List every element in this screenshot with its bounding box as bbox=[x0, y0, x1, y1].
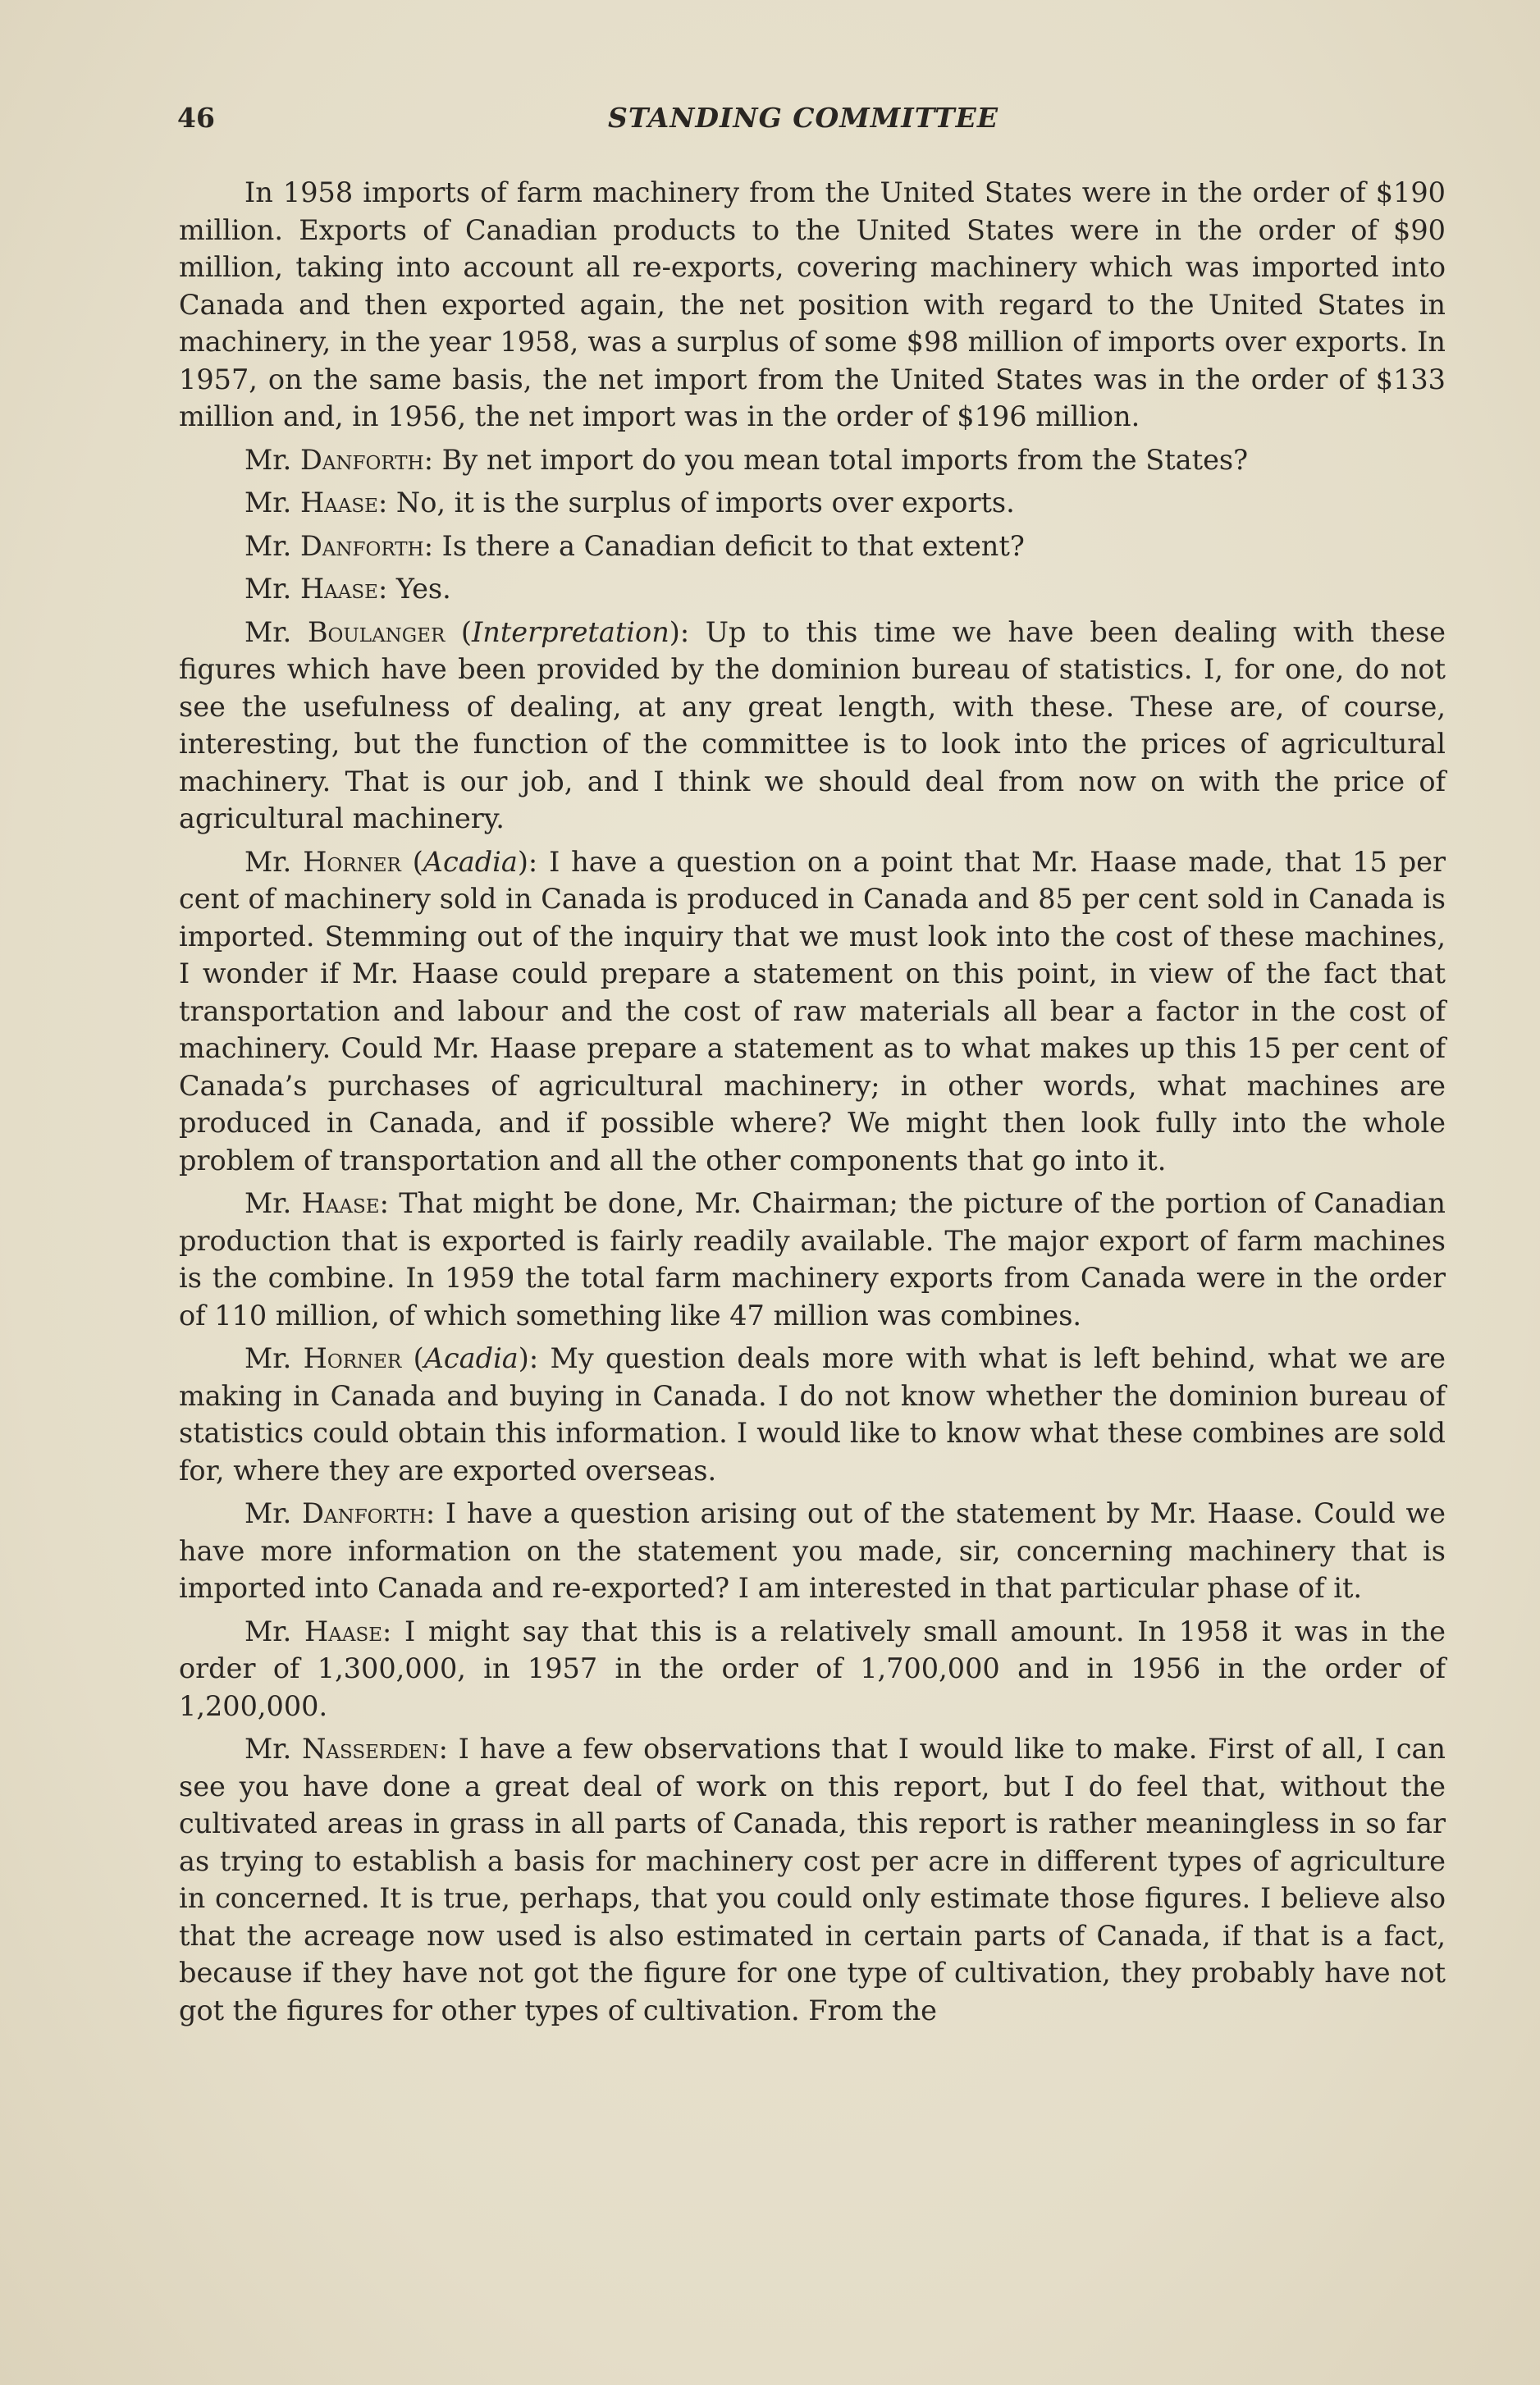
speaker-name: Haase bbox=[301, 1187, 380, 1219]
paragraph: Mr. Horner (Acadia): I have a question on a point that Mr. Haase made, that 15 per cent of machinery sold in Canada is produced in Canada and 85 per cent sold in Canada is imported. Stemming out of the inquiry that we must look into the cost of these machines, I wonder if Mr. Haase could prepare a statement on this point, in view of the fact that transportation and labour and the cost of raw materials all bear a factor in the cost of machinery. Could Mr. Haase prepare a statement as to what makes up this 15 per cent of Canada’s purchases of agricultural machinery; in other words, what machines are produced in Canada, and if possible where? We might then look fully into the whole problem of transportation and all the other components that go into it. bbox=[179, 845, 1446, 1177]
paragraph: Mr. Haase: I might say that this is a relatively small amount. In 1958 it was in the order of 1,300,000, in 1957 in the order of 1,700,000 and in 1956 in the order of 1,200,000. bbox=[179, 1615, 1446, 1722]
paragraph-text: Up to this time we have been dealing with these figures which have been provided by the dominion bureau of statistics. I, for one, do not see the usefulness of dealing, at any great length, with these. These are, of course, interesting, but the function of the committee is to look into the prices of agricultural machinery. That is our job, and I think we should deal from now on with the price of agricultural machinery. bbox=[179, 615, 1446, 834]
paragraph: Mr. Haase: No, it is the surplus of imports over exports. bbox=[244, 487, 1015, 519]
paragraph-text: I have a few observations that I would like to make. First of all, I can see you have done a great deal of work on this report, but I do feel that, without the cultivated areas in grass in all parts of Canada, this report is rather meaningless in so far as trying to establish a basis for machinery cost per acre in different types of agriculture in concerned. It is true, perhaps, that you could only estimate those figures. I believe also that the acreage now used is also estimated in certain parts of Canada, if that is a fact, because if they have not got the figure for one type of cultivation, they probably have not got the figures for other types of cultivation. From the bbox=[179, 1733, 1446, 2026]
speaker-title: Mr. bbox=[244, 615, 292, 648]
speaker-name: Danforth bbox=[302, 1497, 426, 1529]
speaker-name: Danforth bbox=[299, 529, 424, 562]
speaker-title: Mr. bbox=[244, 487, 292, 519]
paragraph-text: That might be done, Mr. Chairman; the picture of the portion of Canadian production that is exported is fairly readily available. The major export of farm machines is the combine. In 1959 the total farm machinery exports from Canada were in the order of 110 million, of which something like 47 million was combines. bbox=[179, 1187, 1446, 1332]
page-number: 46 bbox=[177, 102, 215, 134]
speaker-name: Horner bbox=[303, 845, 401, 878]
paragraph-text: By net import do you mean total imports from the States? bbox=[441, 443, 1249, 476]
paragraph: Mr. Haase: That might be done, Mr. Chairman; the picture of the portion of Canadian production that is exported is fairly readily available. The major export of farm machines is the combine. In 1959 the total farm machinery exports from Canada were in the order of 110 million, of which something like 47 million was combines. bbox=[179, 1187, 1446, 1332]
paragraph: Mr. Haase: Yes. bbox=[244, 573, 451, 605]
speaker-name: Danforth bbox=[299, 443, 424, 476]
paragraph: Mr. Danforth: By net import do you mean total imports from the States? bbox=[244, 443, 1249, 476]
page-header bbox=[177, 102, 1444, 143]
paragraph: Mr. Nasserden: I have a few observations that I would like to make. First of all, I can see you have done a great deal of work on this report, but I do feel that, without the cultivated areas in grass in all parts of Canada, this report is rather meaningless in so far as trying to establish a basis for machinery cost per acre in different types of agriculture in concerned. It is true, perhaps, that you could only estimate those figures. I believe also that the acreage now used is also estimated in certain parts of Canada, if that is a fact, because if they have not got the figure for one type of cultivation, they probably have not got the figures for other types of cultivation. From the bbox=[179, 1733, 1446, 2026]
paragraph-text: I have a question arising out of the statement by Mr. Haase. Could we have more information on the statement you made, sir, concerning machinery that is imported into Canada and re-exported? I am interested in that particular phase of it. bbox=[179, 1497, 1446, 1604]
speaker-title: Mr. bbox=[244, 1733, 292, 1765]
paragraph-text: Is there a Canadian deficit to that extent? bbox=[441, 529, 1025, 562]
paragraph: Mr. Horner (Acadia): My question deals more with what is left behind, what we are making in Canada and buying in Canada. I do not know whether the dominion bureau of statistics could obtain this information. I would like to know what these combines are sold for, where they are exported overseas. bbox=[179, 1342, 1446, 1487]
speaker-riding: Acadia bbox=[423, 1342, 519, 1374]
paragraph-text: Yes. bbox=[395, 573, 451, 605]
speaker-title: Mr. bbox=[244, 1342, 292, 1374]
speaker-name: Nasserden bbox=[302, 1733, 439, 1765]
paragraph-text: In 1958 imports of farm machinery from the United States were in the order of $190 million. Exports of Canadian products to the United States were in the order of $90 million, taking into account all re-exports, covering machinery which was imported into Canada and then exported again, the net position with regard to the United States in machinery, in the year 1958, was a surplus of some $98 million of imports over exports. In 1957, on the same basis, the net import from the United States was in the order of $133 million and, in 1956, the net import was in the order of $196 million. bbox=[179, 176, 1446, 432]
paragraph bbox=[179, 174, 1446, 436]
paragraph-text: My question deals more with what is left behind, what we are making in Canada and buying in Canada. I do not know whether the dominion bureau of statistics could obtain this information. I would like to know what these combines are sold for, where they are exported overseas. bbox=[179, 1342, 1446, 1487]
speaker-name: Haase bbox=[299, 573, 378, 605]
paragraph: Mr. Danforth: I have a question arising out of the statement by Mr. Haase. Could we have more information on the statement you made, sir, concerning machinery that is imported into Canada and re-exported? I am interested in that particular phase of it. bbox=[179, 1497, 1446, 1604]
body-text bbox=[179, 174, 1446, 2035]
speaker-name: Haase bbox=[299, 487, 378, 519]
speaker-riding: Acadia bbox=[423, 845, 518, 878]
speaker-title: Mr. bbox=[244, 845, 292, 878]
speaker-title: Mr. bbox=[244, 529, 292, 562]
paragraph: Mr. Boulanger (Interpretation): Up to this time we have been dealing with these figures which have been provided by the dominion bureau of statistics. I, for one, do not see the usefulness of dealing, at any great length, with these. These are, of course, interesting, but the function of the committee is to look into the prices of agricultural machinery. That is our job, and I think we should deal from now on with the price of agricultural machinery. bbox=[179, 615, 1446, 834]
speaker-title: Mr. bbox=[244, 1615, 292, 1647]
speaker-name: Horner bbox=[303, 1342, 402, 1374]
speaker-title: Mr. bbox=[244, 1187, 292, 1219]
paragraph-text: I have a question on a point that Mr. Haase made, that 15 per cent of machinery sold in Canada is produced in Canada and 85 per cent sold in Canada is imported. Stemming out of the inquiry that we must look into the cost of these machines, I wonder if Mr. Haase could prepare a statement on this point, in view of the fact that transportation and labour and the cost of raw materials all bear a factor in the cost of machinery. Could Mr. Haase prepare a statement as to what makes up this 15 per cent of Canada’s purchases of agricultural machinery; in other words, what machines are produced in Canada, and if possible where? We might then look fully into the whole problem of transportation and all the other components that go into it. bbox=[179, 845, 1446, 1177]
speaker-title: Mr. bbox=[244, 573, 292, 605]
paragraph: Mr. Danforth: Is there a Canadian deficit to that extent? bbox=[244, 529, 1025, 562]
paragraph-text: No, it is the surplus of imports over exports. bbox=[395, 487, 1015, 519]
speaker-title: Mr. bbox=[244, 443, 292, 476]
speaker-title: Mr. bbox=[244, 1497, 292, 1529]
speaker-name: Boulanger bbox=[307, 615, 446, 648]
speaker-riding: Interpretation bbox=[472, 615, 669, 648]
paragraph-text: I might say that this is a relatively small amount. In 1958 it was in the order of 1,300,000, in 1957 in the order of 1,700,000 and in 1956 in the order of 1,200,000. bbox=[179, 1615, 1446, 1722]
running-title: STANDING COMMITTEE bbox=[608, 102, 998, 134]
speaker-name: Haase bbox=[304, 1615, 382, 1647]
